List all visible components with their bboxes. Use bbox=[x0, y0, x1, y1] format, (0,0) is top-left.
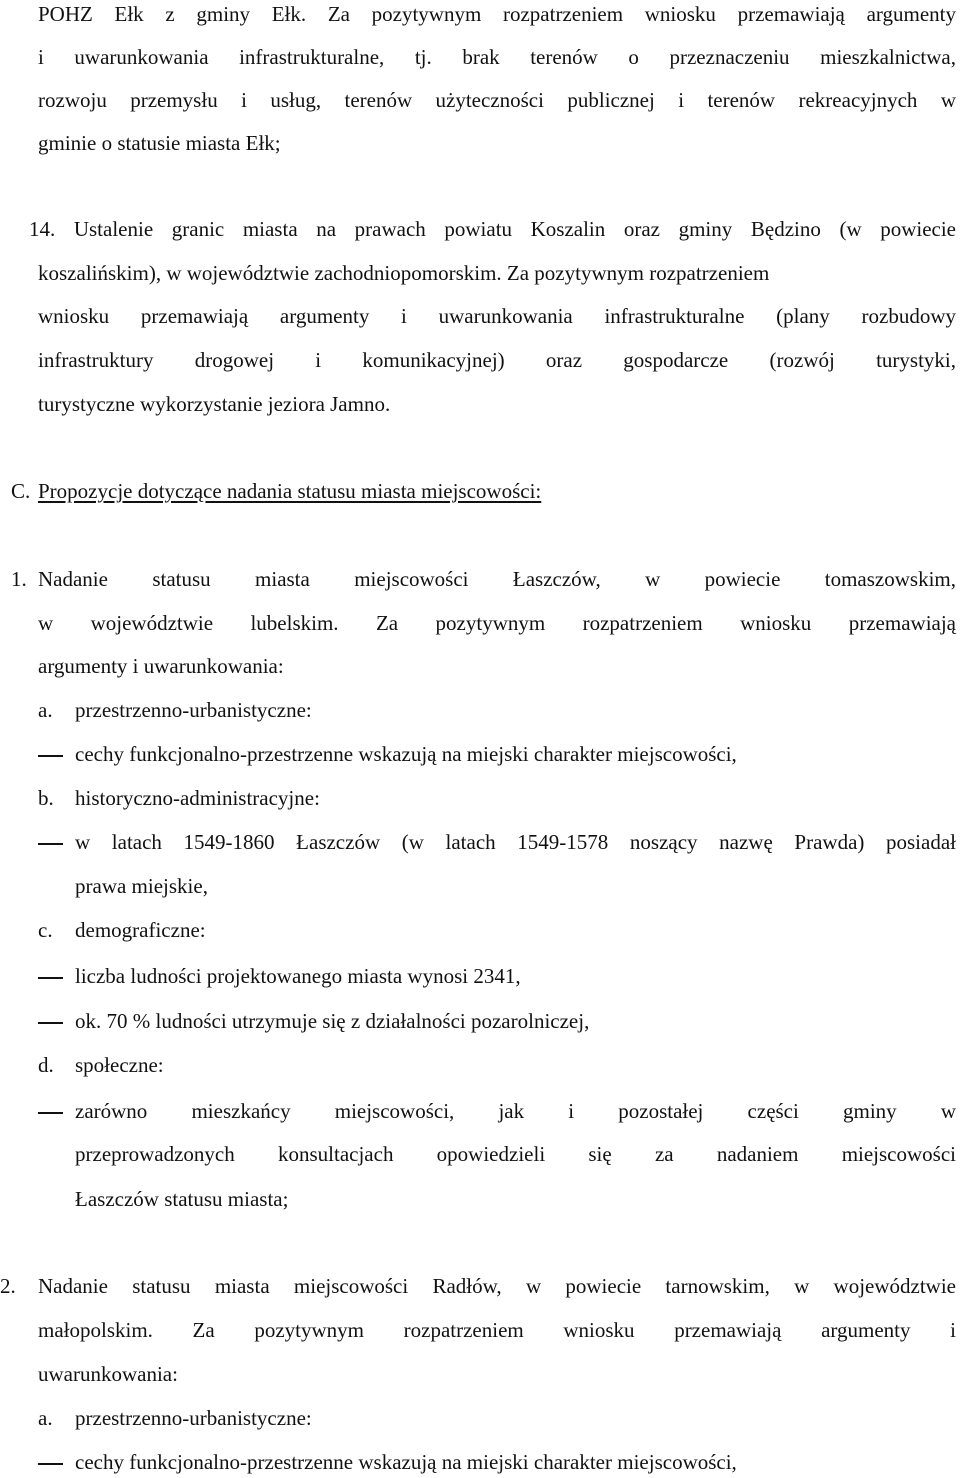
paragraph-13-line: gminie o statusie miasta Ełk; bbox=[38, 131, 281, 155]
dash-bullet bbox=[38, 843, 63, 845]
paragraph-14-line: 14. Ustalenie granic miasta na prawach powiatu Koszalin oraz gminy Będzino (w powiecie bbox=[29, 217, 956, 241]
item-1-line: Nadanie statusu miasta miejscowości Łaszczów, w powiecie tomaszowskim, bbox=[38, 567, 956, 591]
paragraph-14-line: koszalińskim), w województwie zachodniopomorskim. Za pozytywnym rozpatrzeniem bbox=[38, 261, 770, 285]
item-1-b-label: b. bbox=[38, 786, 54, 810]
dash-bullet bbox=[38, 755, 63, 757]
section-c-letter: C. bbox=[11, 479, 31, 503]
paragraph-14-line: wniosku przemawiają argumenty i uwarunkowania infrastrukturalne (plany rozbudowy bbox=[38, 304, 956, 328]
item-1-number: 1. bbox=[11, 567, 27, 591]
item-1-b-bullet-line: w latach 1549-1860 Łaszczów (w latach 1549-1578 noszący nazwę Prawda) posiadał bbox=[75, 830, 956, 854]
item-2-line: uwarunkowania: bbox=[38, 1362, 178, 1386]
item-2-a-bullet: cechy funkcjonalno-przestrzenne wskazują na miejski charakter miejscowości, bbox=[75, 1450, 737, 1474]
item-1-d-title: społeczne: bbox=[75, 1053, 164, 1077]
item-1-c-bullet: ok. 70 % ludności utrzymuje się z działalności pozarolniczej, bbox=[75, 1009, 590, 1033]
item-1-b-bullet-line: prawa miejskie, bbox=[75, 874, 208, 898]
item-2-number: 2. bbox=[0, 1274, 16, 1298]
paragraph-13-line: rozwoju przemysłu i usług, terenów użyteczności publicznej i terenów rekreacyjnych w bbox=[38, 88, 956, 112]
section-c-heading: Propozycje dotyczące nadania statusu miasta miejscowości: bbox=[38, 479, 542, 503]
dash-bullet bbox=[38, 1463, 63, 1465]
item-1-line: w województwie lubelskim. Za pozytywnym rozpatrzeniem wniosku przemawiają bbox=[38, 611, 956, 635]
item-1-line: argumenty i uwarunkowania: bbox=[38, 654, 284, 678]
item-1-a-title: przestrzenno-urbanistyczne: bbox=[75, 698, 312, 722]
dash-bullet bbox=[38, 977, 63, 979]
item-1-c-title: demograficzne: bbox=[75, 918, 206, 942]
item-2-line: małopolskim. Za pozytywnym rozpatrzeniem wniosku przemawiają argumenty i bbox=[38, 1318, 956, 1342]
dash-bullet bbox=[38, 1112, 63, 1114]
item-1-d-bullet-line: przeprowadzonych konsultacjach opowiedzieli się za nadaniem miejscowości bbox=[75, 1142, 956, 1166]
item-2-a-label: a. bbox=[38, 1406, 53, 1430]
item-1-a-bullet: cechy funkcjonalno-przestrzenne wskazują na miejski charakter miejscowości, bbox=[75, 742, 737, 766]
paragraph-13-line: i uwarunkowania infrastrukturalne, tj. brak terenów o przeznaczeniu mieszkalnictwa, bbox=[38, 45, 956, 69]
dash-bullet bbox=[38, 1022, 63, 1024]
item-2-line: Nadanie statusu miasta miejscowości Radłów, w powiecie tarnowskim, w województwie bbox=[38, 1274, 956, 1298]
paragraph-13-line: POHZ Ełk z gminy Ełk. Za pozytywnym rozpatrzeniem wniosku przemawiają argumenty bbox=[38, 2, 956, 26]
item-1-d-bullet-line: zarówno mieszkańcy miejscowości, jak i pozostałej części gminy w bbox=[75, 1099, 956, 1123]
paragraph-14-line: infrastruktury drogowej i komunikacyjnej) oraz gospodarcze (rozwój turystyki, bbox=[38, 348, 956, 372]
paragraph-14-line: turystyczne wykorzystanie jeziora Jamno. bbox=[38, 392, 391, 416]
item-1-d-label: d. bbox=[38, 1053, 54, 1077]
item-1-c-bullet: liczba ludności projektowanego miasta wynosi 2341, bbox=[75, 964, 521, 988]
item-1-d-bullet-line: Łaszczów statusu miasta; bbox=[75, 1187, 289, 1211]
item-2-a-title: przestrzenno-urbanistyczne: bbox=[75, 1406, 312, 1430]
item-1-c-label: c. bbox=[38, 918, 53, 942]
item-1-b-title: historyczno-administracyjne: bbox=[75, 786, 320, 810]
item-1-a-label: a. bbox=[38, 698, 53, 722]
